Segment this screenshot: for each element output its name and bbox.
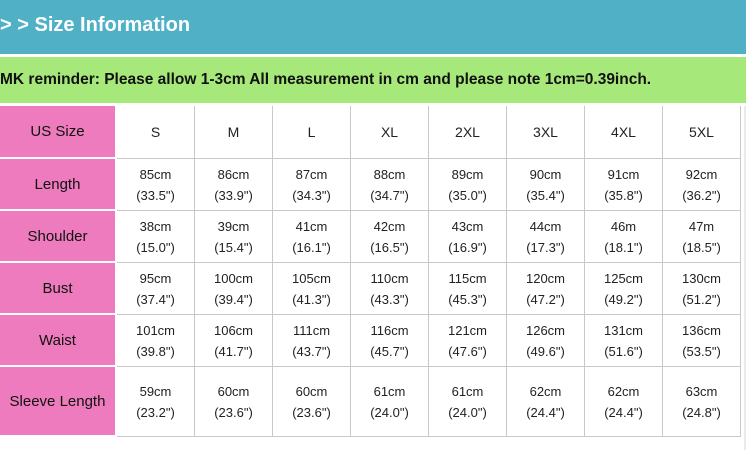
table-cell: 59cm (23.2"): [117, 367, 195, 437]
size-xl: XL: [351, 106, 429, 159]
table-row-waist: [0, 315, 741, 367]
table-cell: 111cm (43.7"): [273, 315, 351, 367]
table-cell: 89cm (35.0"): [429, 159, 507, 211]
table-cell: 106cm (41.7"): [195, 315, 273, 367]
table-cell: 90cm (35.4"): [507, 159, 585, 211]
table-cell: 125cm (49.2"): [585, 263, 663, 315]
size-s: S: [117, 106, 195, 159]
table-cell: 91cm (35.8"): [585, 159, 663, 211]
table-cell: 120cm (47.2"): [507, 263, 585, 315]
table-cell: 131cm (51.6"): [585, 315, 663, 367]
table-cell: 92cm (36.2"): [663, 159, 741, 211]
banner-title: > > Size Information: [0, 14, 191, 36]
size-5xl: 5XL: [663, 106, 741, 159]
us-size-label: US Size: [0, 106, 117, 159]
table-cell: 88cm (34.7"): [351, 159, 429, 211]
table-cell: 95cm (37.4"): [117, 263, 195, 315]
table-cell: 62cm (24.4"): [507, 367, 585, 437]
table-row-length: [0, 159, 741, 211]
table-row-sleeve-length: [0, 367, 741, 437]
table-cell: 87cm (34.3"): [273, 159, 351, 211]
table-cell: 136cm (53.5"): [663, 315, 741, 367]
size-4xl: 4XL: [585, 106, 663, 159]
table-cell: 85cm (33.5"): [117, 159, 195, 211]
table-cell: 42cm (16.5"): [351, 211, 429, 263]
table-row-bust: [0, 263, 741, 315]
table-cell: 116cm (45.7"): [351, 315, 429, 367]
reminder-banner: [0, 57, 746, 103]
table-row-shoulder: [0, 211, 741, 263]
table-cell: 60cm (23.6"): [195, 367, 273, 437]
table-cell: 63cm (24.8"): [663, 367, 741, 437]
table-cell: 121cm (47.6"): [429, 315, 507, 367]
row-label-length: Length: [0, 159, 117, 211]
size-m: M: [195, 106, 273, 159]
table-cell: 110cm (43.3"): [351, 263, 429, 315]
table-cell: 41cm (16.1"): [273, 211, 351, 263]
table-cell: 47m (18.5"): [663, 211, 741, 263]
table-cell: 60cm (23.6"): [273, 367, 351, 437]
table-cell: 100cm (39.4"): [195, 263, 273, 315]
table-cell: 105cm (41.3"): [273, 263, 351, 315]
table-cell: 46m (18.1"): [585, 211, 663, 263]
table-cell: 62cm (24.4"): [585, 367, 663, 437]
table-cell: 86cm (33.9"): [195, 159, 273, 211]
row-label-shoulder: Shoulder: [0, 211, 117, 263]
table-cell: 61cm (24.0"): [429, 367, 507, 437]
table-cell: 101cm (39.8"): [117, 315, 195, 367]
reminder-text: MK reminder: Please allow 1-3cm All measurement in cm and please note 1cm=0.39inch.: [0, 71, 652, 88]
size-2xl: 2XL: [429, 106, 507, 159]
row-label-bust: Bust: [0, 263, 117, 315]
size-information-banner: [0, 0, 746, 54]
table-cell: 43cm (16.9"): [429, 211, 507, 263]
row-label-waist: Waist: [0, 315, 117, 367]
table-cell: 126cm (49.6"): [507, 315, 585, 367]
table-cell: 38cm (15.0"): [117, 211, 195, 263]
size-table: [0, 106, 741, 437]
table-cell: 115cm (45.3"): [429, 263, 507, 315]
table-cell: 61cm (24.0"): [351, 367, 429, 437]
size-l: L: [273, 106, 351, 159]
table-cell: 44cm (17.3"): [507, 211, 585, 263]
row-label-sleeve-length: Sleeve Length: [0, 367, 117, 437]
size-header-row: [0, 106, 741, 159]
table-cell: 130cm (51.2"): [663, 263, 741, 315]
size-table-container: [0, 106, 741, 437]
size-3xl: 3XL: [507, 106, 585, 159]
table-cell: 39cm (15.4"): [195, 211, 273, 263]
